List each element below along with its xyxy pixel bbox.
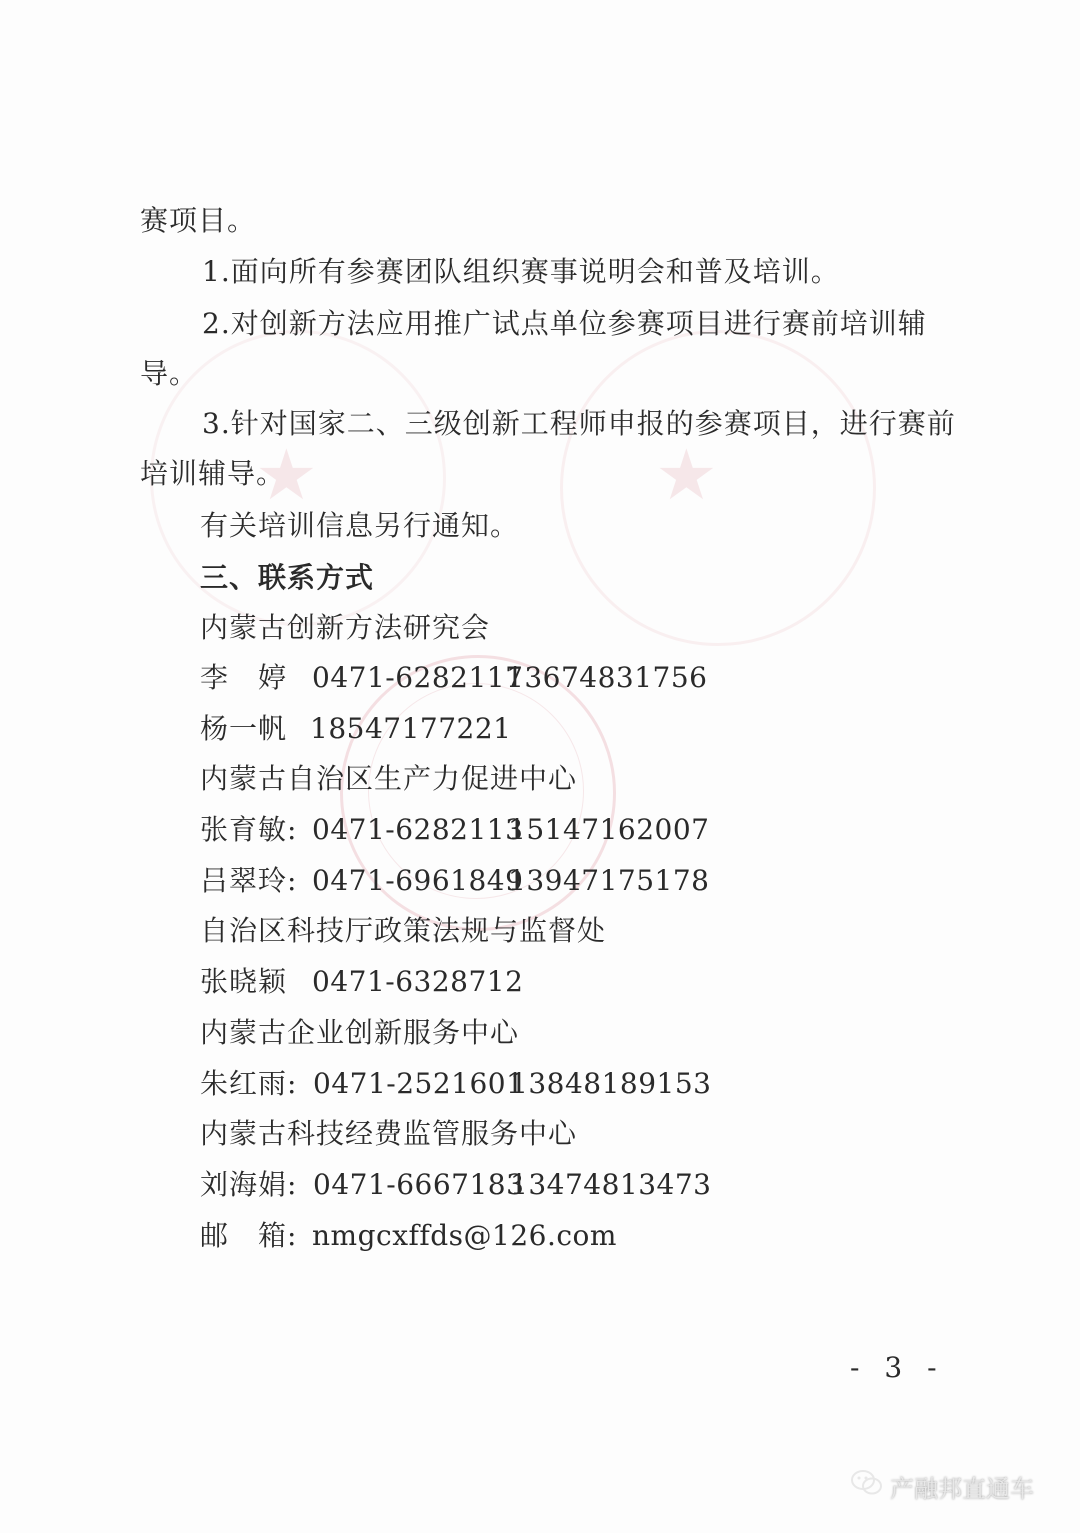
org-name: 内蒙古创新方法研究会 (200, 611, 491, 644)
contact-phone: 0471-6282113 (312, 813, 524, 846)
email-label: 邮 箱: (200, 1219, 298, 1252)
org-name: 内蒙古自治区生产力促进中心 (200, 762, 578, 795)
contact-phone: 0471-6282117 (312, 661, 524, 694)
contact-mobile: 13848189153 (510, 1067, 712, 1100)
contact-mobile: 13674831756 (506, 661, 708, 694)
section-heading: 三、联系方式 (200, 561, 375, 594)
contact-name: 李 婷 (200, 661, 288, 694)
contact-phone: 0471-6667183 (313, 1168, 525, 1201)
page-number: - 3 - (850, 1351, 945, 1384)
contact-phone: 0471-6328712 (312, 965, 524, 998)
text-line: 有关培训信息另行通知。 (200, 509, 520, 542)
star-mark: ★ (255, 434, 318, 516)
seal-stamp-faint-2 (560, 330, 876, 646)
org-name: 自治区科技厅政策法规与监督处 (200, 914, 607, 947)
contact-mobile: 13947175178 (508, 864, 710, 897)
text-line: 培训辅导。 (140, 457, 286, 490)
star-mark: ★ (655, 434, 718, 516)
contact-phone: 0471-2521601 (313, 1067, 525, 1100)
contact-phone: 0471-6961849 (312, 864, 524, 897)
contact-name: 吕翠玲: (200, 864, 298, 897)
contact-name: 张育敏: (200, 813, 298, 846)
text-line: 赛项目。 (140, 204, 257, 237)
text-line: 3.针对国家二、三级创新工程师申报的参赛项目，进行赛前 (202, 407, 956, 440)
contact-name: 刘海娟: (200, 1168, 298, 1201)
contact-mobile: 15147162007 (508, 813, 710, 846)
watermark-text: 产融邦直通车 (890, 1474, 1034, 1503)
org-name: 内蒙古企业创新服务中心 (200, 1016, 520, 1049)
org-name: 内蒙古科技经费监管服务中心 (200, 1117, 578, 1150)
contact-mobile: 13474813473 (510, 1168, 712, 1201)
contact-name: 朱红雨: (200, 1067, 298, 1100)
contact-name: 杨一帆 (200, 712, 288, 745)
contact-phone: 18547177221 (310, 712, 512, 745)
contact-name: 张晓颖 (200, 965, 288, 998)
email-address: nmgcxffds@126.com (312, 1219, 617, 1252)
wechat-icon (850, 1468, 890, 1504)
text-line: 1.面向所有参赛团队组织赛事说明会和普及培训。 (202, 255, 840, 288)
wechat-watermark (850, 1466, 1034, 1506)
text-line: 2.对创新方法应用推广试点单位参赛项目进行赛前培训辅 (202, 307, 927, 340)
text-line: 导。 (140, 357, 199, 390)
